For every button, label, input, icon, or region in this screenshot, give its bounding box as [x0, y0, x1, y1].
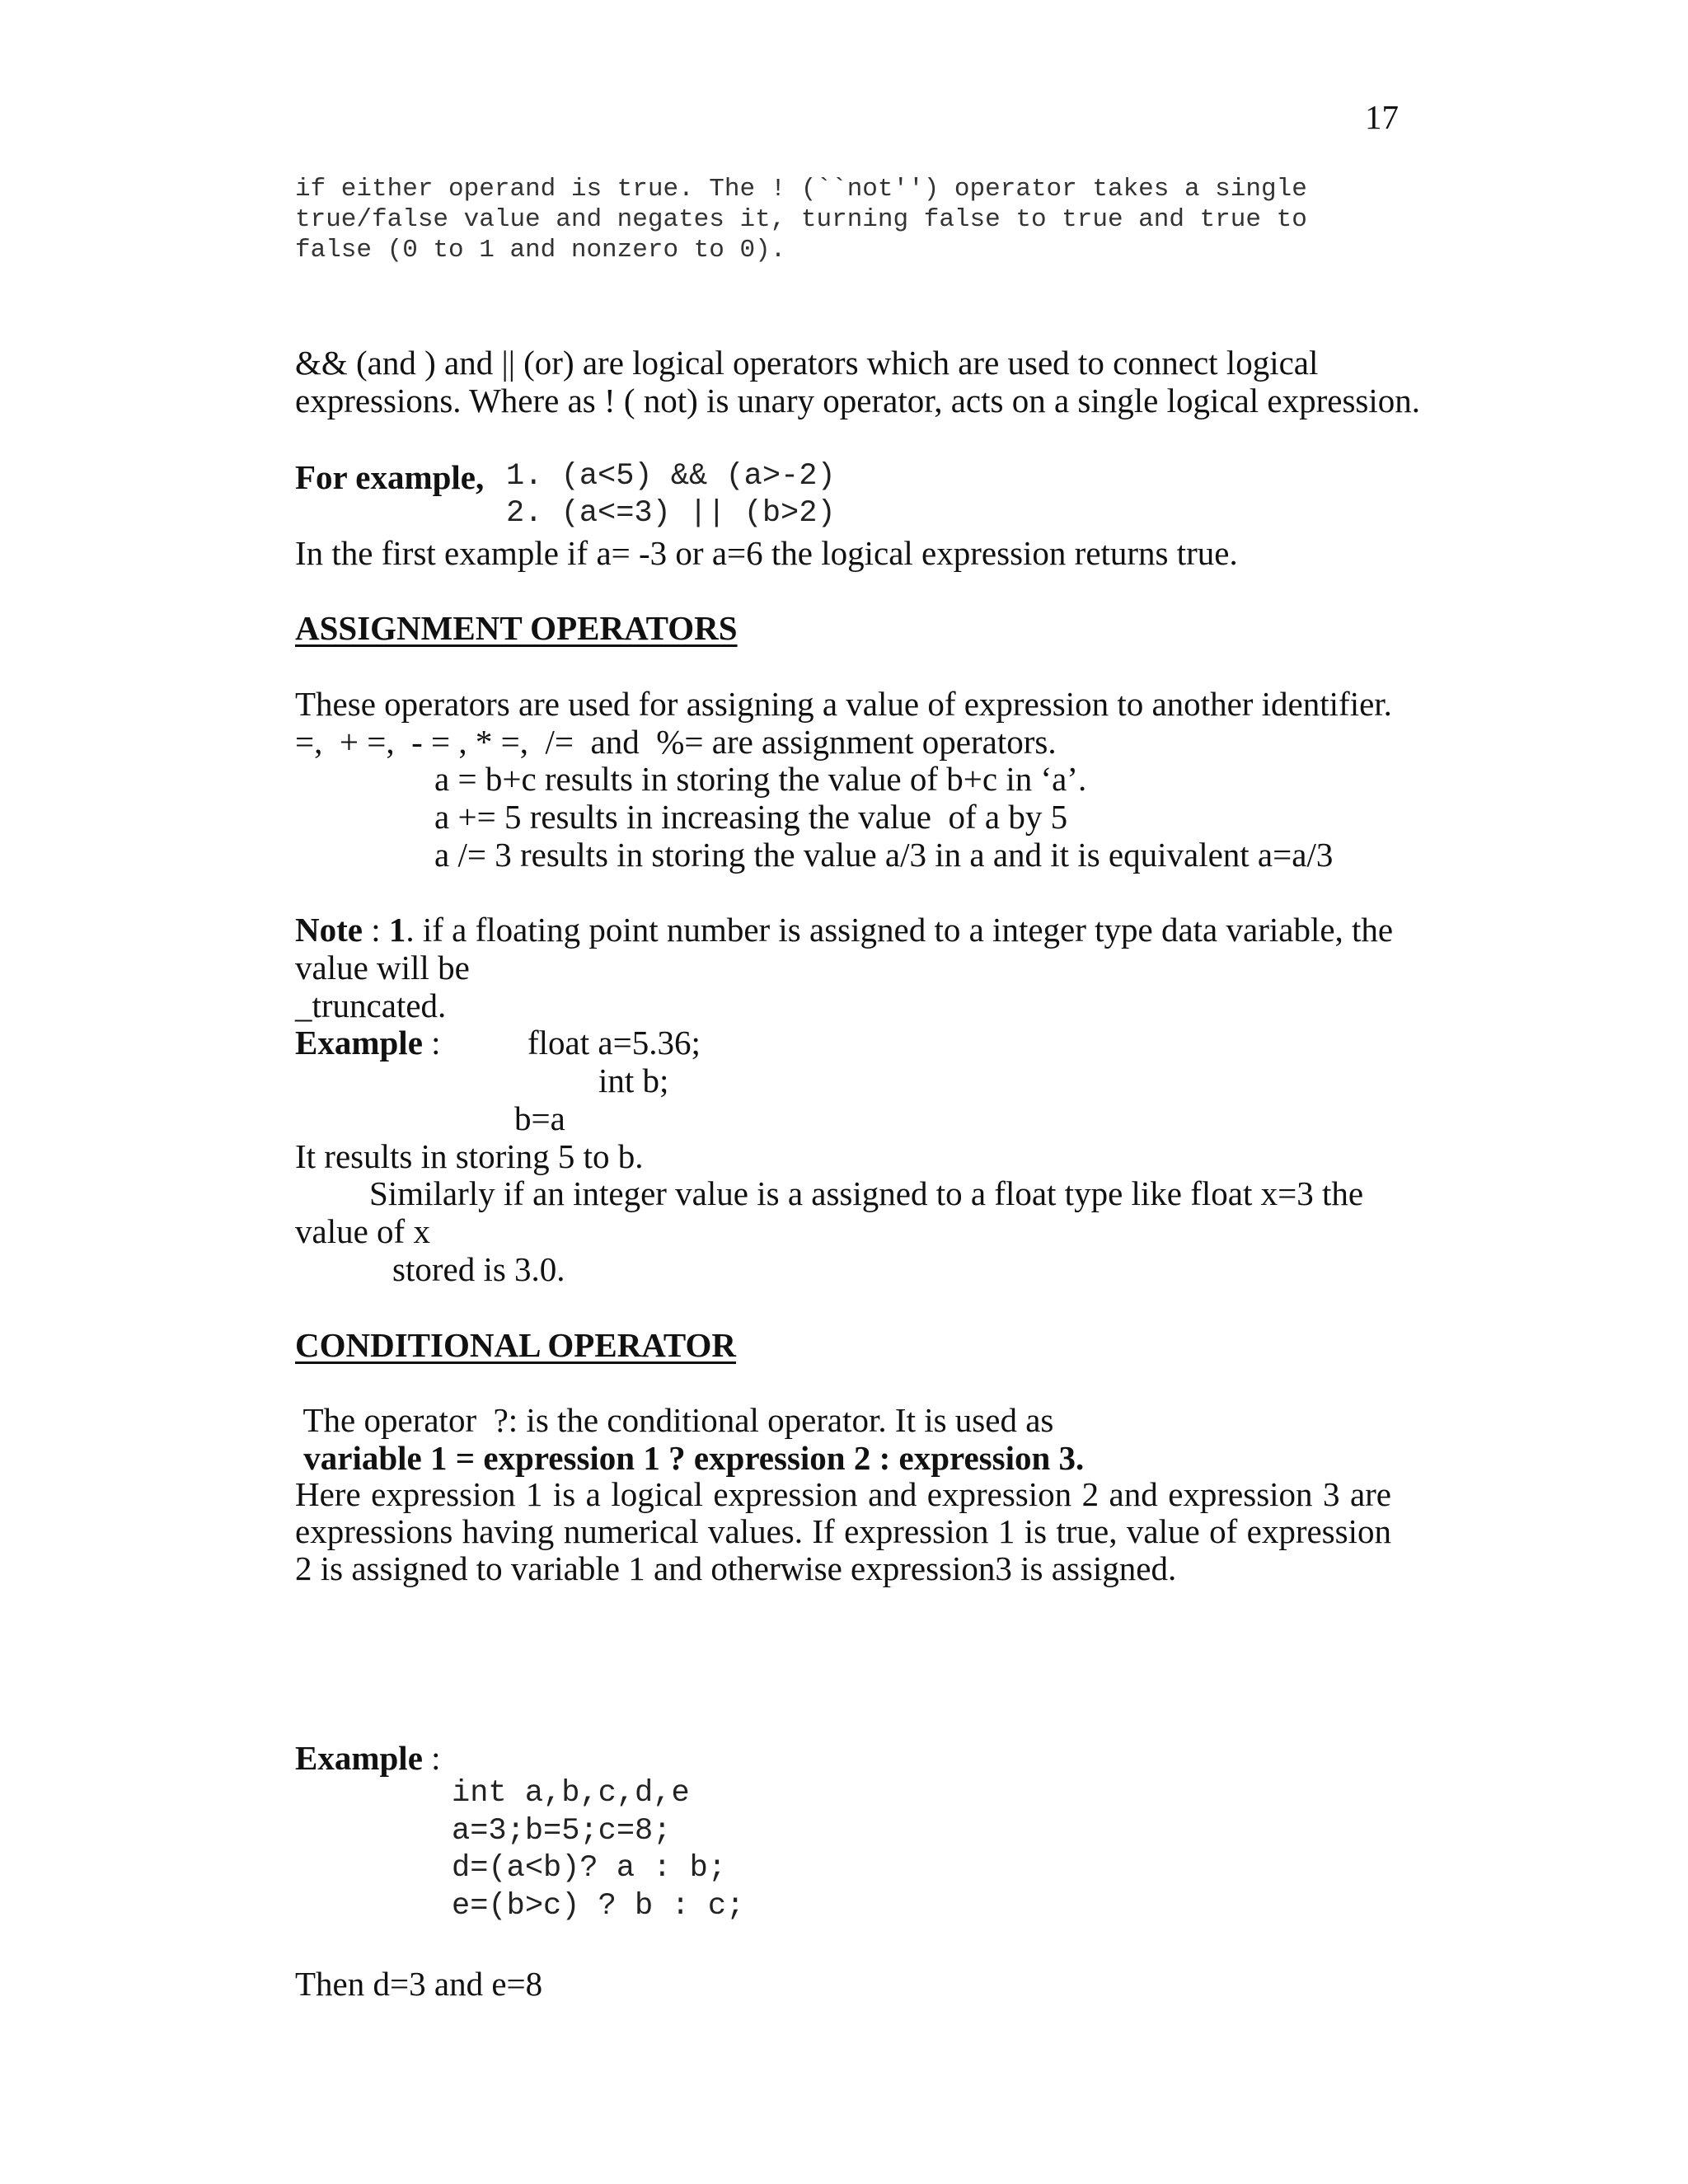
conditional-result: Then d=3 and e=8 — [295, 1965, 543, 2003]
note-continuation: value will be — [295, 949, 470, 987]
assignment-example-1: a = b+c results in storing the value of b+c in ‘a’. — [434, 760, 1087, 798]
assignment-result: It results in storing 5 to b. — [295, 1137, 644, 1175]
assignment-intro: These operators are used for assigning a value of expression to another identifier. — [295, 685, 1392, 723]
similarly-line-2: value of x — [295, 1212, 430, 1250]
assignment-example-label: Example — [295, 1024, 423, 1062]
conditional-example-label-line — [295, 1741, 441, 1775]
assignment-code-1: float a=5.36; — [528, 1024, 701, 1062]
logical-line-1: && (and ) and || (or) are logical operators which are used to connect logical — [295, 344, 1319, 382]
assignment-example-sep: : — [422, 1024, 441, 1062]
note-truncated: _truncated. — [295, 987, 447, 1024]
conditional-code-2: a=3;b=5;c=8; — [452, 1814, 672, 1849]
assignment-code-2: int b; — [598, 1062, 669, 1099]
note-number: 1 — [388, 911, 406, 949]
page-number: 17 — [1365, 98, 1399, 136]
similarly-line-1: Similarly if an integer value is a assigned to a float type like float x=3 the — [369, 1174, 1364, 1212]
intro-line-1: if either operand is true. The ! (``not'') operator takes a single — [295, 175, 1307, 204]
conditional-code-1: int a,b,c,d,e — [452, 1776, 690, 1811]
conditional-code-4: e=(b>c) ? b : c; — [452, 1889, 745, 1924]
note-text: . if a floating point number is assigned to a integer type data variable, the — [406, 911, 1394, 949]
conditional-code-3: d=(a<b)? a : b; — [452, 1851, 727, 1886]
conditional-example-label: Example — [295, 1739, 423, 1777]
assignment-example-2: a += 5 results in increasing the value of a by 5 — [434, 798, 1068, 836]
assignment-code-3: b=a — [514, 1099, 565, 1137]
conditional-intro: The operator ?: is the conditional operator. It is used as — [295, 1401, 1054, 1439]
conditional-syntax: variable 1 = expression 1 ? expression 2 : expression 3. — [295, 1439, 1085, 1477]
assignment-example-label-line — [295, 1026, 441, 1060]
note-line — [295, 913, 1393, 947]
logical-conclusion: In the first example if a= -3 or a=6 the logical expression returns true. — [295, 534, 1238, 572]
assignment-operators-line: =, + =, - = , * =, /= and %= are assignment operators. — [295, 723, 1057, 761]
conditional-example-sep: : — [422, 1739, 441, 1777]
similarly-line-3: stored is 3.0. — [392, 1250, 565, 1288]
assignment-heading: ASSIGNMENT OPERATORS — [295, 609, 738, 647]
note-separator: : — [362, 911, 389, 949]
logical-example-1: 1. (a<5) && (a>-2) — [506, 459, 836, 494]
logical-line-2: expressions. Where as ! ( not) is unary operator, acts on a single logical expression. — [295, 382, 1421, 419]
intro-line-2: true/false value and negates it, turning false to true and true to — [295, 205, 1307, 234]
logical-example-2: 2. (a<=3) || (b>2) — [506, 496, 836, 531]
conditional-heading: CONDITIONAL OPERATOR — [295, 1326, 736, 1364]
intro-line-3: false (0 to 1 and nonzero to 0). — [295, 236, 786, 265]
conditional-paragraph: Here expression 1 is a logical expression and expression 2 and expression 3 are expressions having numerical values. If expression 1 is true, value of expression 2 is assigned to variable 1 and otherwise expression3 is assigned. — [295, 1475, 1391, 1587]
assignment-example-3: a /= 3 results in storing the value a/3 in a and it is equivalent a=a/3 — [434, 836, 1334, 874]
note-label: Note — [295, 911, 363, 949]
for-example-label: For example, — [295, 458, 485, 496]
